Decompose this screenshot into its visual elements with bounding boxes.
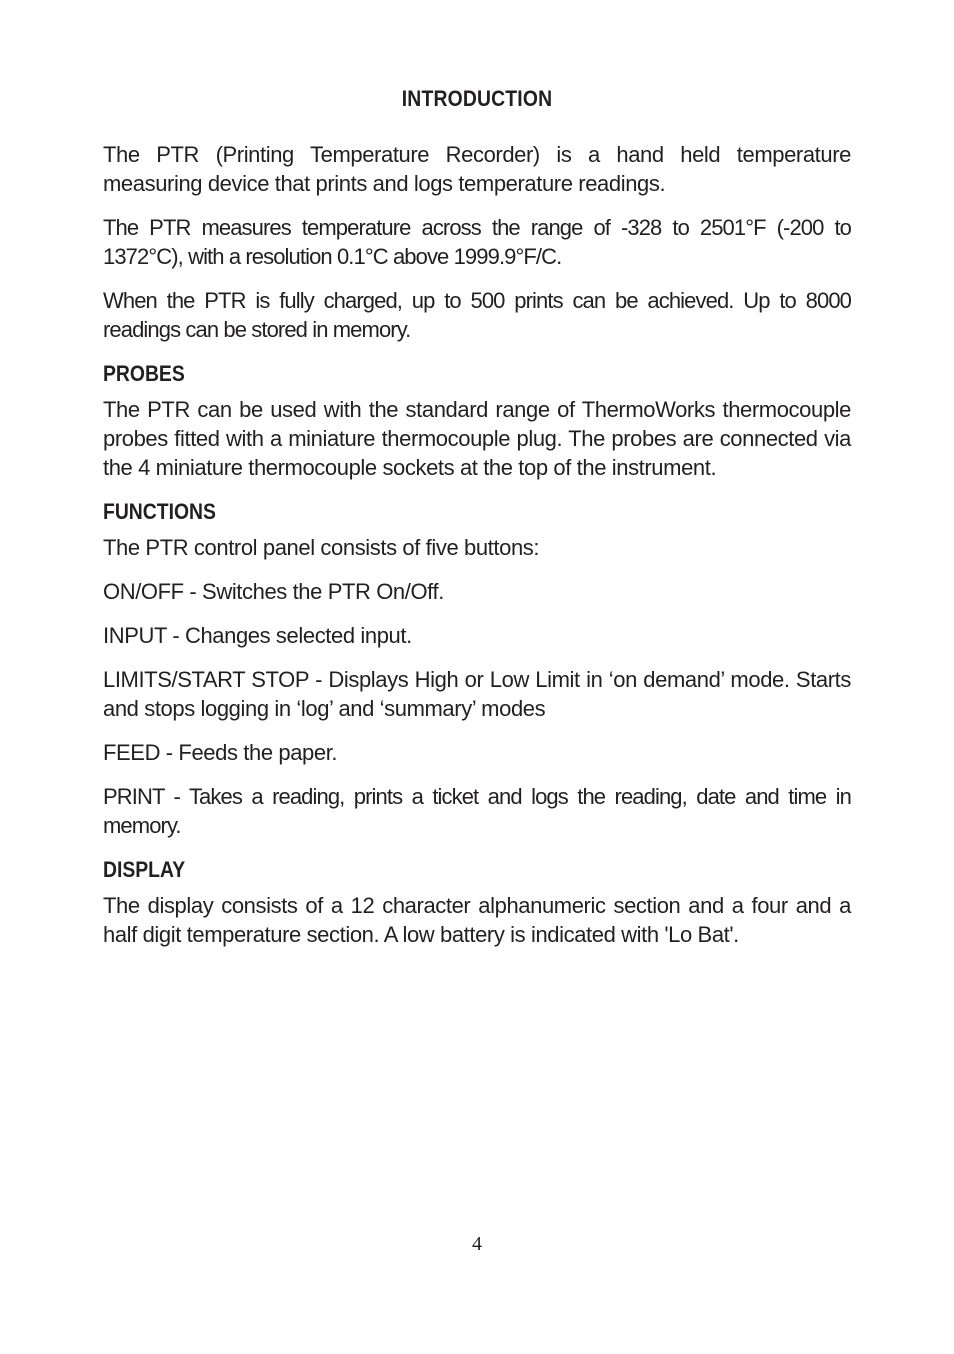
- function-item-feed: FEED - Feeds the paper.: [103, 740, 338, 765]
- function-item-input: INPUT - Changes selected input.: [103, 623, 412, 648]
- intro-paragraph-2: The PTR measures temperature across the range of -328 to 2501°F (-200 to 1372°C), with a resolution 0.1°C above 1999.9°F/C.: [103, 215, 851, 269]
- function-item-on-off: ON/OFF - Switches the PTR On/Off.: [103, 579, 444, 604]
- function-item-print: PRINT - Takes a reading, prints a ticket and logs the reading, date and time in memory.: [103, 784, 851, 838]
- probes-heading: PROBES: [103, 361, 185, 386]
- probes-paragraph: The PTR can be used with the standard range of ThermoWorks thermocouple probes fitted with a miniature thermocouple plug. The probes are connected via the 4 miniature thermocouple sockets at the top of the instrument.: [103, 397, 851, 480]
- functions-heading: FUNCTIONS: [103, 499, 216, 524]
- function-item-limits-start-stop: LIMITS/START STOP - Displays High or Low Limit in ‘on demand’ mode. Starts and stops logging in ‘log’ and ‘summary’ modes: [103, 667, 851, 721]
- display-heading: DISPLAY: [103, 857, 186, 882]
- intro-paragraph-3: When the PTR is fully charged, up to 500 prints can be achieved. Up to 8000 readings can be stored in memory.: [103, 288, 851, 342]
- intro-paragraph-1: The PTR (Printing Temperature Recorder) is a hand held temperature measuring device that prints and logs temperature readings.: [103, 142, 851, 196]
- display-paragraph: The display consists of a 12 character alphanumeric section and a four and a half digit temperature section. A low battery is indicated with 'Lo Bat'.: [103, 893, 851, 947]
- functions-intro: The PTR control panel consists of five buttons:: [103, 535, 540, 560]
- introduction-title: INTRODUCTION: [401, 86, 553, 111]
- page-number: 4: [472, 1233, 482, 1255]
- manual-page-content: [103, 84, 851, 964]
